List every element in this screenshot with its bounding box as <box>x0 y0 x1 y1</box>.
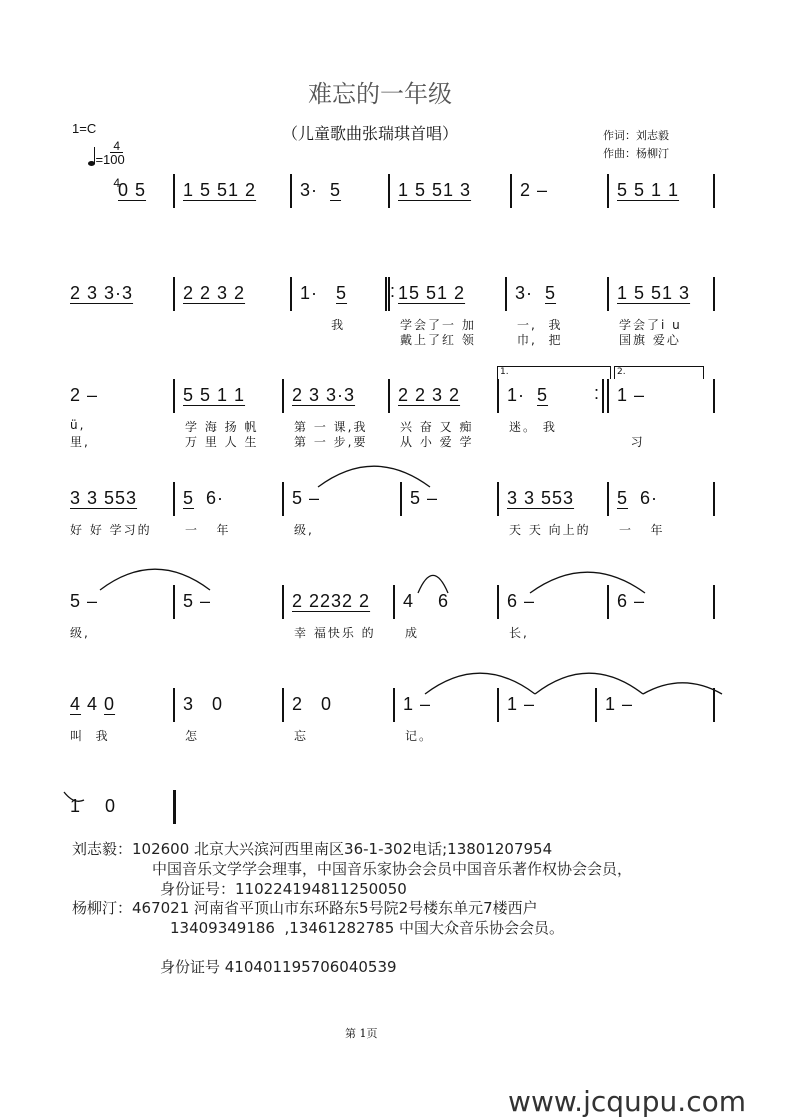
lyric: 幸 福快乐 的 <box>294 626 376 640</box>
notes: 0 <box>104 694 116 714</box>
volta-bracket: 1. <box>497 366 611 379</box>
volta-bracket: 2. <box>614 366 704 379</box>
notes: 0 5 <box>118 180 147 200</box>
notes: 3 0 <box>183 694 224 714</box>
lyric: 学 海 扬 帆 <box>185 420 259 434</box>
notes: 2 – <box>520 180 549 200</box>
notes: 2 3 3·3 <box>70 283 134 303</box>
notes: 5 – <box>410 488 439 508</box>
slur <box>530 572 645 593</box>
info-line: 身份证号 410401195706040539 <box>160 958 397 976</box>
time-top: 4 <box>110 140 123 153</box>
lyric: 从 小 爱 学 <box>400 435 474 449</box>
notes: 1· <box>300 283 337 303</box>
info-line: 身份证号：110224194811250050 <box>160 880 407 898</box>
notes: 5 <box>617 488 629 508</box>
lyric: 一, 我 <box>517 318 563 332</box>
info-line: 13409349186 ,13461282785 中国大众音乐协会会员。 <box>170 919 565 937</box>
lyric: 记。 <box>405 729 434 743</box>
lyric: 好 好 学习的 <box>70 523 152 537</box>
lyric: 习 <box>619 435 645 449</box>
notes: 5 – <box>183 591 212 611</box>
lyric: 成 <box>405 626 420 640</box>
lyric: 我 <box>302 318 346 332</box>
notes: 2 2 3 2 <box>183 283 246 303</box>
lyric: 里, <box>70 435 90 449</box>
notes: 1 – <box>617 385 646 405</box>
notes: 2 0 <box>292 694 333 714</box>
slur <box>425 673 535 694</box>
notes: 5 – <box>70 591 99 611</box>
repeat-dots: : <box>594 383 601 403</box>
notes: 6· <box>628 488 659 508</box>
notes: 2 – <box>70 385 99 405</box>
notes: 4 <box>70 694 82 714</box>
key-text: 1=C <box>72 121 97 136</box>
notes: 5 <box>183 488 195 508</box>
lyric: 学会了一 加 <box>400 318 476 332</box>
repeat-dots: : <box>390 281 397 301</box>
slur <box>100 569 210 590</box>
lyric: 一 年 <box>619 523 665 537</box>
lyricist: 作词：刘志毅 <box>603 129 669 142</box>
notes: 2 3 3·3 <box>292 385 356 405</box>
notes: 6· <box>194 488 225 508</box>
notes: 3 3 553 <box>507 488 575 508</box>
notes: 5 <box>330 180 342 200</box>
info-line: 刘志毅：102600 北京大兴滨河西里南区36-1-302电话;13801207954 <box>72 840 553 858</box>
subtitle: （儿童歌曲张瑞琪首唱） <box>282 124 459 143</box>
lyric: 长, <box>509 626 529 640</box>
notes: 5 5 1 1 <box>617 180 680 200</box>
lyric: 第 一 步,要 <box>294 435 368 449</box>
lyric: 万 里 人 生 <box>185 435 259 449</box>
lyric: 天 天 向上的 <box>509 523 591 537</box>
lyric: 学会了i u <box>619 318 682 332</box>
lyric: 怎 <box>185 729 200 743</box>
watermark: www.jcqupu.com <box>508 1085 746 1118</box>
slur <box>64 792 84 801</box>
lyric: 一 年 <box>185 523 231 537</box>
notes: 1 5 51 3 <box>398 180 472 200</box>
notes: 5 <box>336 283 348 303</box>
lyric: 级, <box>70 626 90 640</box>
lyric: 第 一 课,我 <box>294 420 368 434</box>
lyric: 戴上了红 领 <box>400 333 476 347</box>
notes: 1 – <box>605 694 634 714</box>
slur <box>643 683 722 694</box>
info-line: 中国音乐文学学会理事，中国音乐家协会会员中国音乐著作权协会会员， <box>152 860 633 878</box>
notes: 5 <box>545 283 557 303</box>
notes: 3 3 553 <box>70 488 138 508</box>
slur <box>418 575 448 593</box>
notes: 3· <box>515 283 546 303</box>
notes: 2 2 3 2 <box>398 385 461 405</box>
notes: 5 <box>537 385 549 405</box>
notes: 4 6 <box>403 591 450 611</box>
notes: 4 <box>81 694 105 714</box>
lyric: ü, <box>70 418 86 432</box>
composer: 作曲：杨柳汀 <box>603 147 669 160</box>
lyric: 叫 我 <box>70 729 110 743</box>
notes: 2 2232 2 <box>292 591 371 611</box>
time-bottom: 4 <box>113 176 121 190</box>
lyric: 忘 <box>294 729 309 743</box>
notes: 1 5 51 2 <box>183 180 257 200</box>
tempo-text: =100 <box>95 152 125 167</box>
notes: 5 5 1 1 <box>183 385 246 405</box>
notes: 3· <box>300 180 331 200</box>
notes: 1 5 51 3 <box>617 283 691 303</box>
notes: 1· <box>507 385 538 405</box>
notes: 1 0 <box>70 796 117 816</box>
lyric: 级, <box>294 523 314 537</box>
lyric: 国旗 爱心 <box>619 333 681 347</box>
notes: 6 – <box>507 591 536 611</box>
notes: 5 – <box>292 488 321 508</box>
song-title: 难忘的一年级 <box>308 80 452 108</box>
slur <box>318 466 430 487</box>
lyric: 巾, 把 <box>517 333 563 347</box>
slur <box>535 673 643 694</box>
lyric: 兴 奋 又 痴 <box>400 420 474 434</box>
notes: 15 51 2 <box>398 283 466 303</box>
notes: 1 – <box>403 694 432 714</box>
notes: 1 – <box>507 694 536 714</box>
info-line: 杨柳汀：467021 河南省平顶山市东环路东5号院2号楼东单元7楼西户 <box>72 899 538 917</box>
notes: 6 – <box>617 591 646 611</box>
page-number: 第 1页 <box>345 1027 378 1040</box>
lyric: 迷。 我 <box>509 420 557 434</box>
